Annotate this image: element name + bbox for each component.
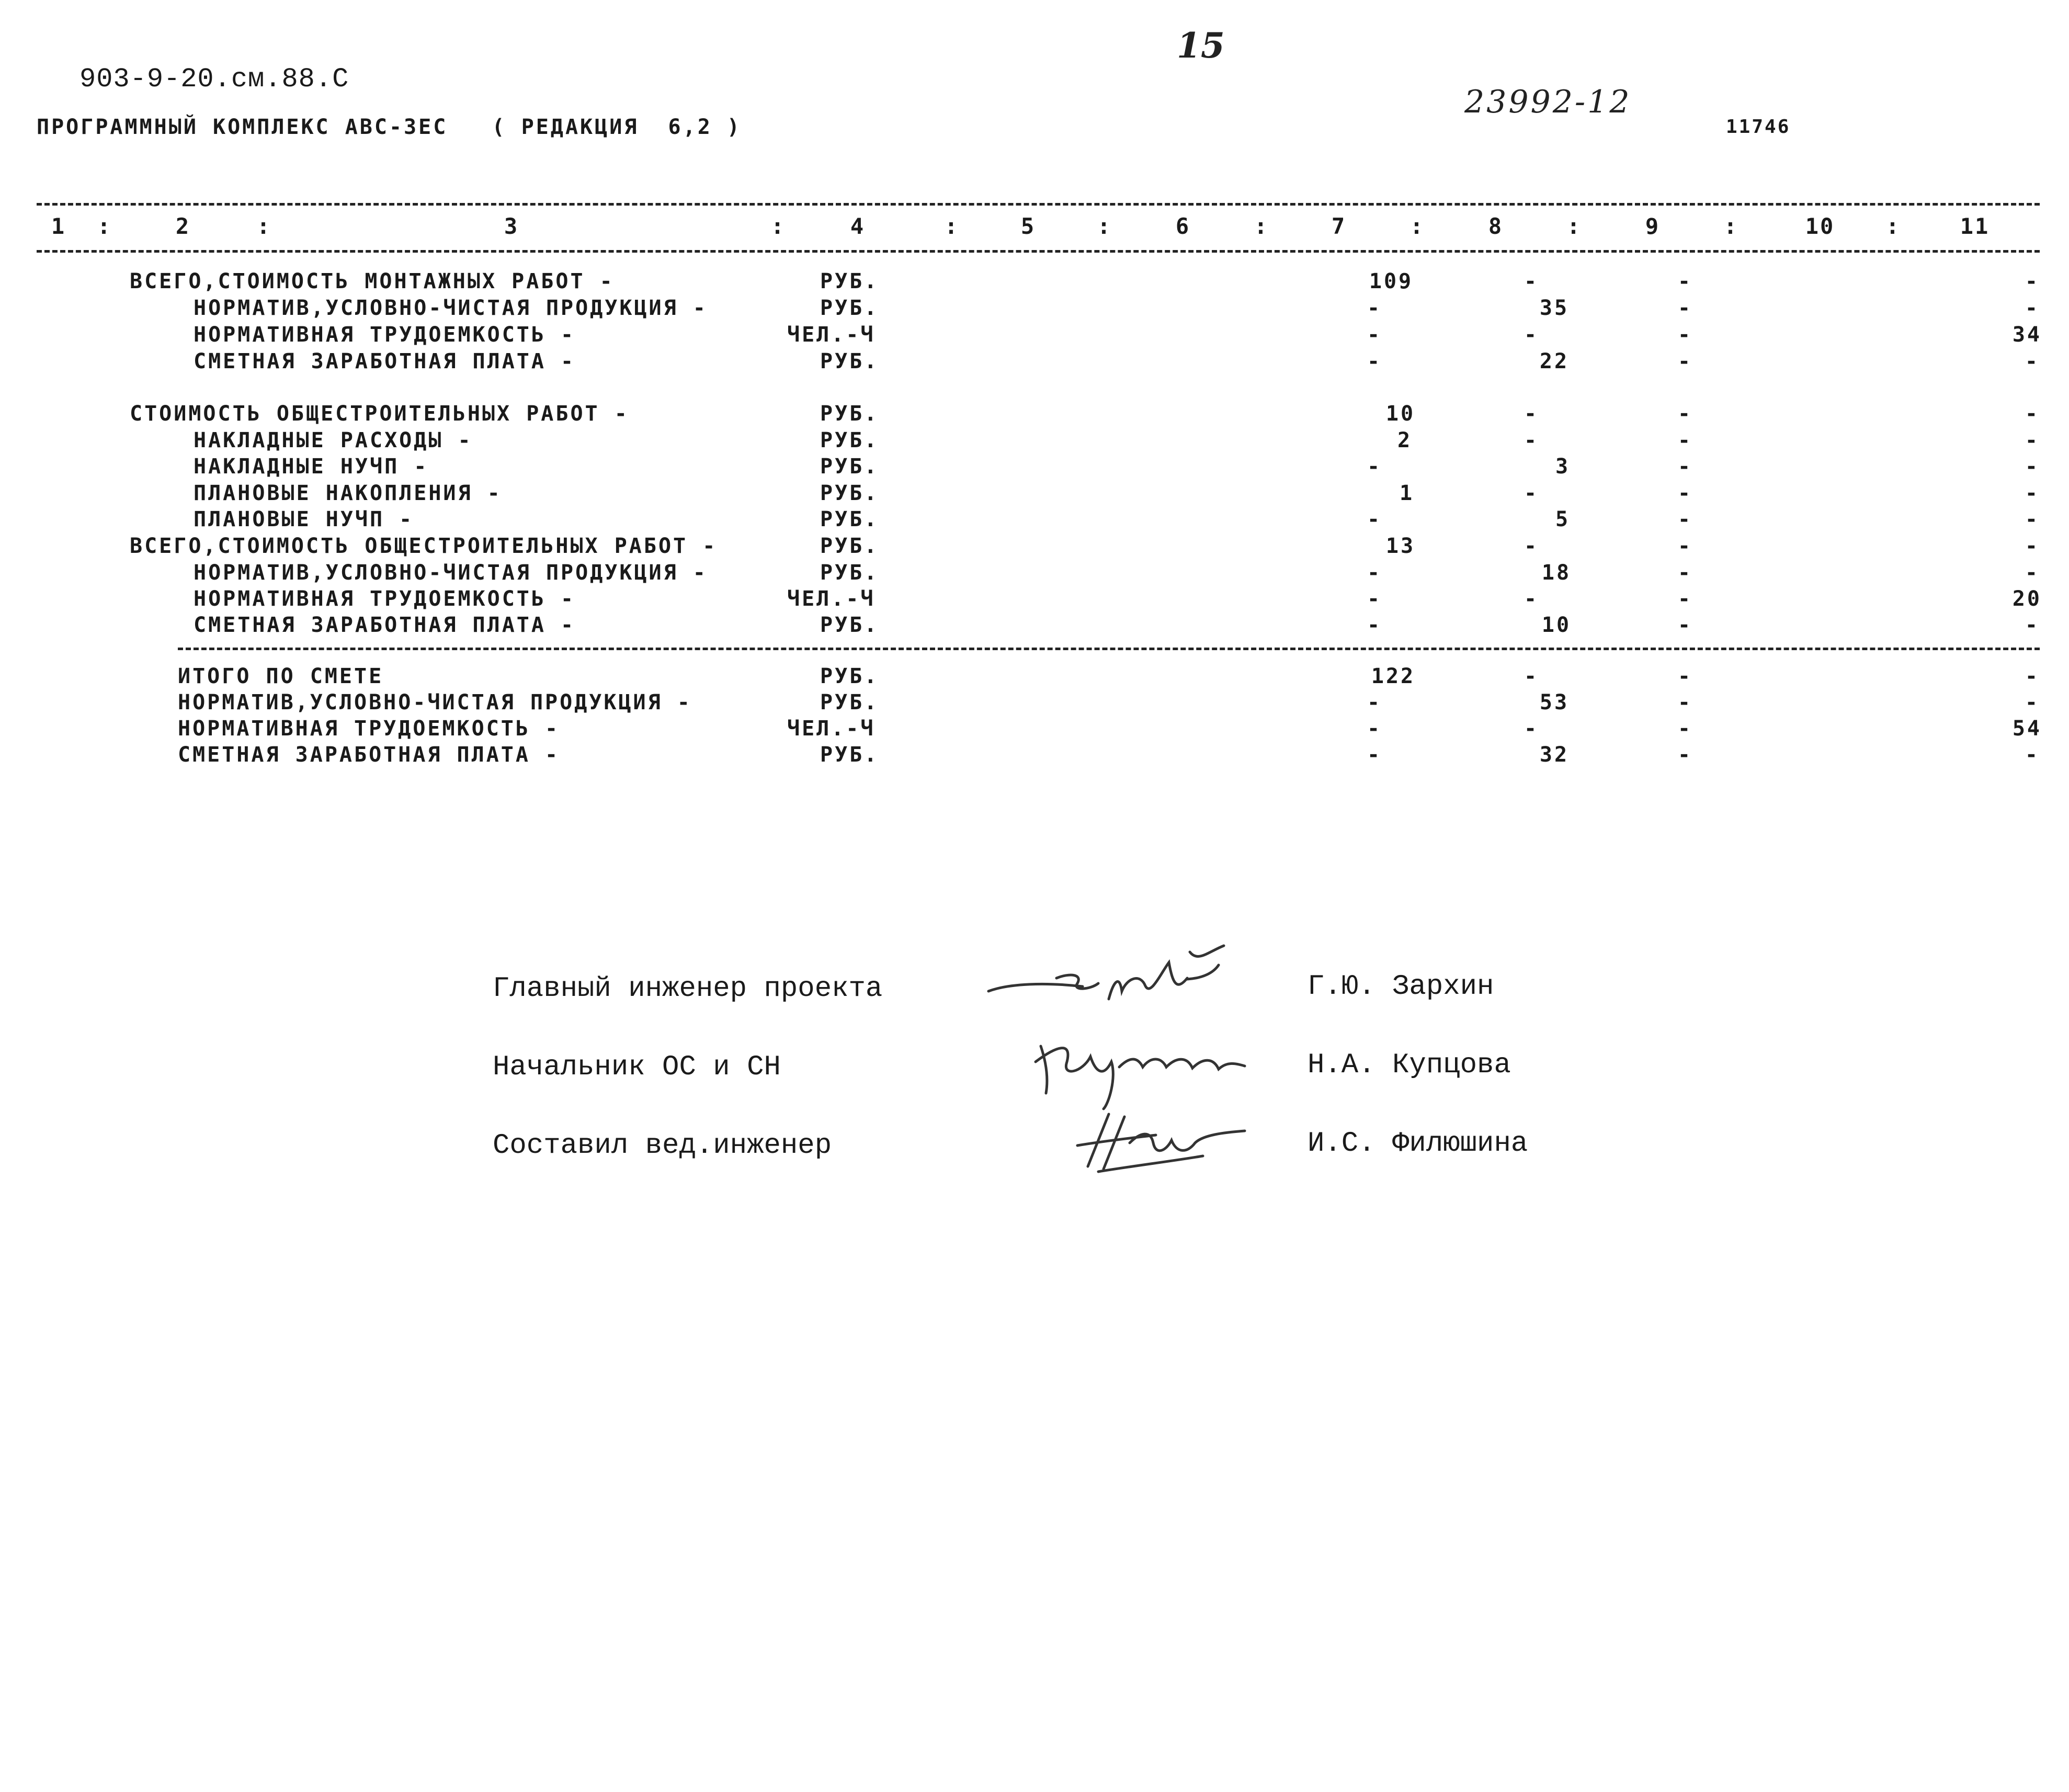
cell-col8: -: [1524, 717, 1539, 741]
cell-col11: -: [2025, 613, 2040, 637]
cell-col8: 10: [1541, 613, 1572, 637]
cell-col11: 20: [2012, 587, 2042, 611]
table-row: [0, 269, 2069, 296]
cell-col8: 18: [1541, 561, 1572, 585]
signature-mark: [978, 942, 1250, 1020]
row-label: НОРМАТИВ,УСЛОВНО-ЧИСТАЯ ПРОДУКЦИЯ -: [178, 690, 692, 714]
cell-col7: -: [1367, 455, 1382, 479]
cell-col9: -: [1677, 296, 1693, 320]
row-unit: РУБ.: [820, 561, 879, 585]
column-separator: :: [1409, 213, 1425, 239]
cell-col8: -: [1524, 269, 1539, 293]
cell-col9: -: [1677, 743, 1693, 767]
column-header: 6: [1175, 213, 1191, 239]
cell-col7: -: [1367, 507, 1382, 531]
cell-col8: -: [1524, 402, 1539, 426]
table-row: [0, 323, 2069, 349]
row-unit: РУБ.: [820, 743, 879, 767]
cell-col7: -: [1367, 613, 1382, 637]
cell-col8: 3: [1555, 455, 1571, 479]
column-separator: :: [1097, 213, 1112, 239]
row-unit: РУБ.: [820, 402, 879, 426]
column-header: 1: [51, 213, 66, 239]
cell-col7: -: [1367, 717, 1382, 741]
signature-mark: [1067, 1104, 1255, 1177]
cell-col7: 2: [1397, 428, 1413, 452]
row-unit: РУБ.: [820, 507, 879, 531]
table-row: [0, 587, 2069, 613]
column-separator: :: [1885, 213, 1901, 239]
column-header: 7: [1331, 213, 1347, 239]
cell-col11: -: [2025, 561, 2040, 585]
table-row: [0, 481, 2069, 507]
cell-col9: -: [1677, 402, 1693, 426]
signature-title: Начальник ОС и СН: [493, 1051, 781, 1083]
table-row: [0, 296, 2069, 322]
document-code: 903-9-20.см.88.С: [79, 64, 349, 95]
row-unit: РУБ.: [820, 613, 879, 637]
cell-col9: -: [1677, 717, 1693, 741]
cell-col7: 13: [1385, 534, 1416, 558]
row-unit: ЧЕЛ.-Ч: [787, 323, 876, 347]
cell-col7: -: [1367, 296, 1382, 320]
table-row: [0, 402, 2069, 428]
cell-col7: 109: [1369, 269, 1414, 293]
row-unit: РУБ.: [820, 428, 879, 452]
column-separator: :: [944, 213, 960, 239]
row-label: НОРМАТИВНАЯ ТРУДОЕМКОСТЬ -: [178, 717, 560, 741]
row-unit: ЧЕЛ.-Ч: [787, 717, 876, 741]
cell-col7: 1: [1399, 481, 1415, 505]
cell-col7: -: [1367, 323, 1382, 347]
cell-col8: -: [1524, 534, 1539, 558]
table-row: [0, 664, 2069, 690]
cell-col11: -: [2025, 428, 2040, 452]
cell-col8: -: [1524, 664, 1539, 688]
column-header: 3: [504, 213, 519, 239]
cell-col7: -: [1367, 690, 1382, 714]
row-label: ВСЕГО,СТОИМОСТЬ ОБЩЕСТРОИТЕЛЬНЫХ РАБОТ -: [130, 534, 718, 558]
cell-col9: -: [1677, 269, 1693, 293]
archive-number: 23992-12: [1464, 84, 1632, 120]
cell-col9: -: [1677, 507, 1693, 531]
cell-col11: -: [2025, 743, 2040, 767]
table-row: [0, 561, 2069, 587]
column-separator: :: [256, 213, 272, 239]
cell-col11: 34: [2012, 323, 2042, 347]
cell-col11: -: [2025, 690, 2040, 714]
cell-col9: -: [1677, 534, 1693, 558]
signature-mark: [1025, 1025, 1266, 1114]
table-top-rule: [37, 203, 2040, 206]
table-row: [0, 455, 2069, 481]
column-separator: :: [1566, 213, 1582, 239]
cell-col8: 35: [1539, 296, 1570, 320]
signature-title: Составил вед.инженер: [493, 1130, 832, 1162]
table-row: [0, 717, 2069, 743]
cell-col9: -: [1677, 349, 1693, 373]
row-unit: РУБ.: [820, 349, 879, 373]
cell-col11: -: [2025, 349, 2040, 373]
table-row: [0, 613, 2069, 639]
cell-col8: 32: [1539, 743, 1570, 767]
row-label: ВСЕГО,СТОИМОСТЬ МОНТАЖНЫХ РАБОТ -: [130, 269, 615, 293]
column-header: 11: [1960, 213, 1990, 239]
row-label: СМЕТНАЯ ЗАРАБОТНАЯ ПЛАТА -: [194, 613, 576, 637]
page-number: 15: [1177, 25, 1225, 66]
column-header: 4: [850, 213, 866, 239]
row-unit: РУБ.: [820, 269, 879, 293]
cell-col7: 122: [1371, 664, 1416, 688]
cell-col7: -: [1367, 587, 1382, 611]
row-label: НОРМАТИВ,УСЛОВНО-ЧИСТАЯ ПРОДУКЦИЯ -: [194, 296, 708, 320]
cell-col8: 22: [1539, 349, 1570, 373]
column-header: 5: [1020, 213, 1036, 239]
row-label: ПЛАНОВЫЕ НАКОПЛЕНИЯ -: [194, 481, 502, 505]
row-unit: РУБ.: [820, 664, 879, 688]
column-header: 9: [1645, 213, 1661, 239]
cell-col11: -: [2025, 296, 2040, 320]
cell-col11: -: [2025, 507, 2040, 531]
program-line: ПРОГРАММНЫЙ КОМПЛЕКС АВС-3ЕС ( РЕДАКЦИЯ 6,2 ): [37, 115, 742, 139]
row-label: НОРМАТИВНАЯ ТРУДОЕМКОСТЬ -: [194, 323, 576, 347]
cell-col7: 10: [1385, 402, 1416, 426]
cell-col8: 53: [1539, 690, 1570, 714]
row-label: ИТОГО ПО СМЕТЕ: [178, 664, 384, 688]
column-header: 8: [1488, 213, 1504, 239]
table-row: [0, 690, 2069, 717]
row-label: НАКЛАДНЫЕ РАСХОДЫ -: [194, 428, 473, 452]
table-row: [0, 743, 2069, 769]
cell-col8: -: [1524, 428, 1539, 452]
cell-col9: -: [1677, 561, 1693, 585]
header-bottom-rule: [37, 250, 2040, 253]
totals-rule: [178, 648, 2040, 650]
signature-title: Главный инженер проекта: [493, 973, 883, 1005]
table-row: [0, 428, 2069, 455]
cell-col7: -: [1367, 349, 1382, 373]
column-separator: :: [770, 213, 786, 239]
cell-col9: -: [1677, 613, 1693, 637]
cell-col7: -: [1367, 743, 1382, 767]
cell-col8: 5: [1555, 507, 1571, 531]
cell-col9: -: [1677, 323, 1693, 347]
table-row: [0, 349, 2069, 376]
table-row: [0, 507, 2069, 534]
row-unit: РУБ.: [820, 481, 879, 505]
column-separator: :: [1254, 213, 1269, 239]
cell-col9: -: [1677, 587, 1693, 611]
cell-col7: -: [1367, 561, 1382, 585]
cell-col11: -: [2025, 481, 2040, 505]
sheet-number: 11746: [1726, 116, 1791, 138]
cell-col11: -: [2025, 534, 2040, 558]
cell-col9: -: [1677, 664, 1693, 688]
row-label: СМЕТНАЯ ЗАРАБОТНАЯ ПЛАТА -: [194, 349, 576, 373]
row-unit: РУБ.: [820, 296, 879, 320]
table-row: [0, 534, 2069, 560]
signature-name: И.С. Филюшина: [1308, 1128, 1528, 1160]
column-separator: :: [97, 213, 112, 239]
cell-col11: 54: [2012, 717, 2042, 741]
cell-col9: -: [1677, 428, 1693, 452]
cell-col9: -: [1677, 455, 1693, 479]
cell-col11: -: [2025, 455, 2040, 479]
column-header: 2: [175, 213, 191, 239]
cell-col8: -: [1524, 587, 1539, 611]
row-label: НОРМАТИВНАЯ ТРУДОЕМКОСТЬ -: [194, 587, 576, 611]
row-unit: РУБ.: [820, 534, 879, 558]
signature-name: Н.А. Купцова: [1308, 1049, 1511, 1081]
row-label: СМЕТНАЯ ЗАРАБОТНАЯ ПЛАТА -: [178, 743, 560, 767]
row-label: СТОИМОСТЬ ОБЩЕСТРОИТЕЛЬНЫХ РАБОТ -: [130, 402, 629, 426]
cell-col11: -: [2025, 269, 2040, 293]
row-label: ПЛАНОВЫЕ НУЧП -: [194, 507, 414, 531]
cell-col8: -: [1524, 323, 1539, 347]
row-label: НОРМАТИВ,УСЛОВНО-ЧИСТАЯ ПРОДУКЦИЯ -: [194, 561, 708, 585]
row-label: НАКЛАДНЫЕ НУЧП -: [194, 455, 429, 479]
row-unit: ЧЕЛ.-Ч: [787, 587, 876, 611]
cell-col9: -: [1677, 481, 1693, 505]
cell-col11: -: [2025, 402, 2040, 426]
signature-name: Г.Ю. Зархин: [1308, 971, 1494, 1003]
cell-col8: -: [1524, 481, 1539, 505]
row-unit: РУБ.: [820, 455, 879, 479]
row-unit: РУБ.: [820, 690, 879, 714]
cell-col11: -: [2025, 664, 2040, 688]
column-separator: :: [1723, 213, 1739, 239]
cell-col9: -: [1677, 690, 1693, 714]
column-header: 10: [1805, 213, 1835, 239]
